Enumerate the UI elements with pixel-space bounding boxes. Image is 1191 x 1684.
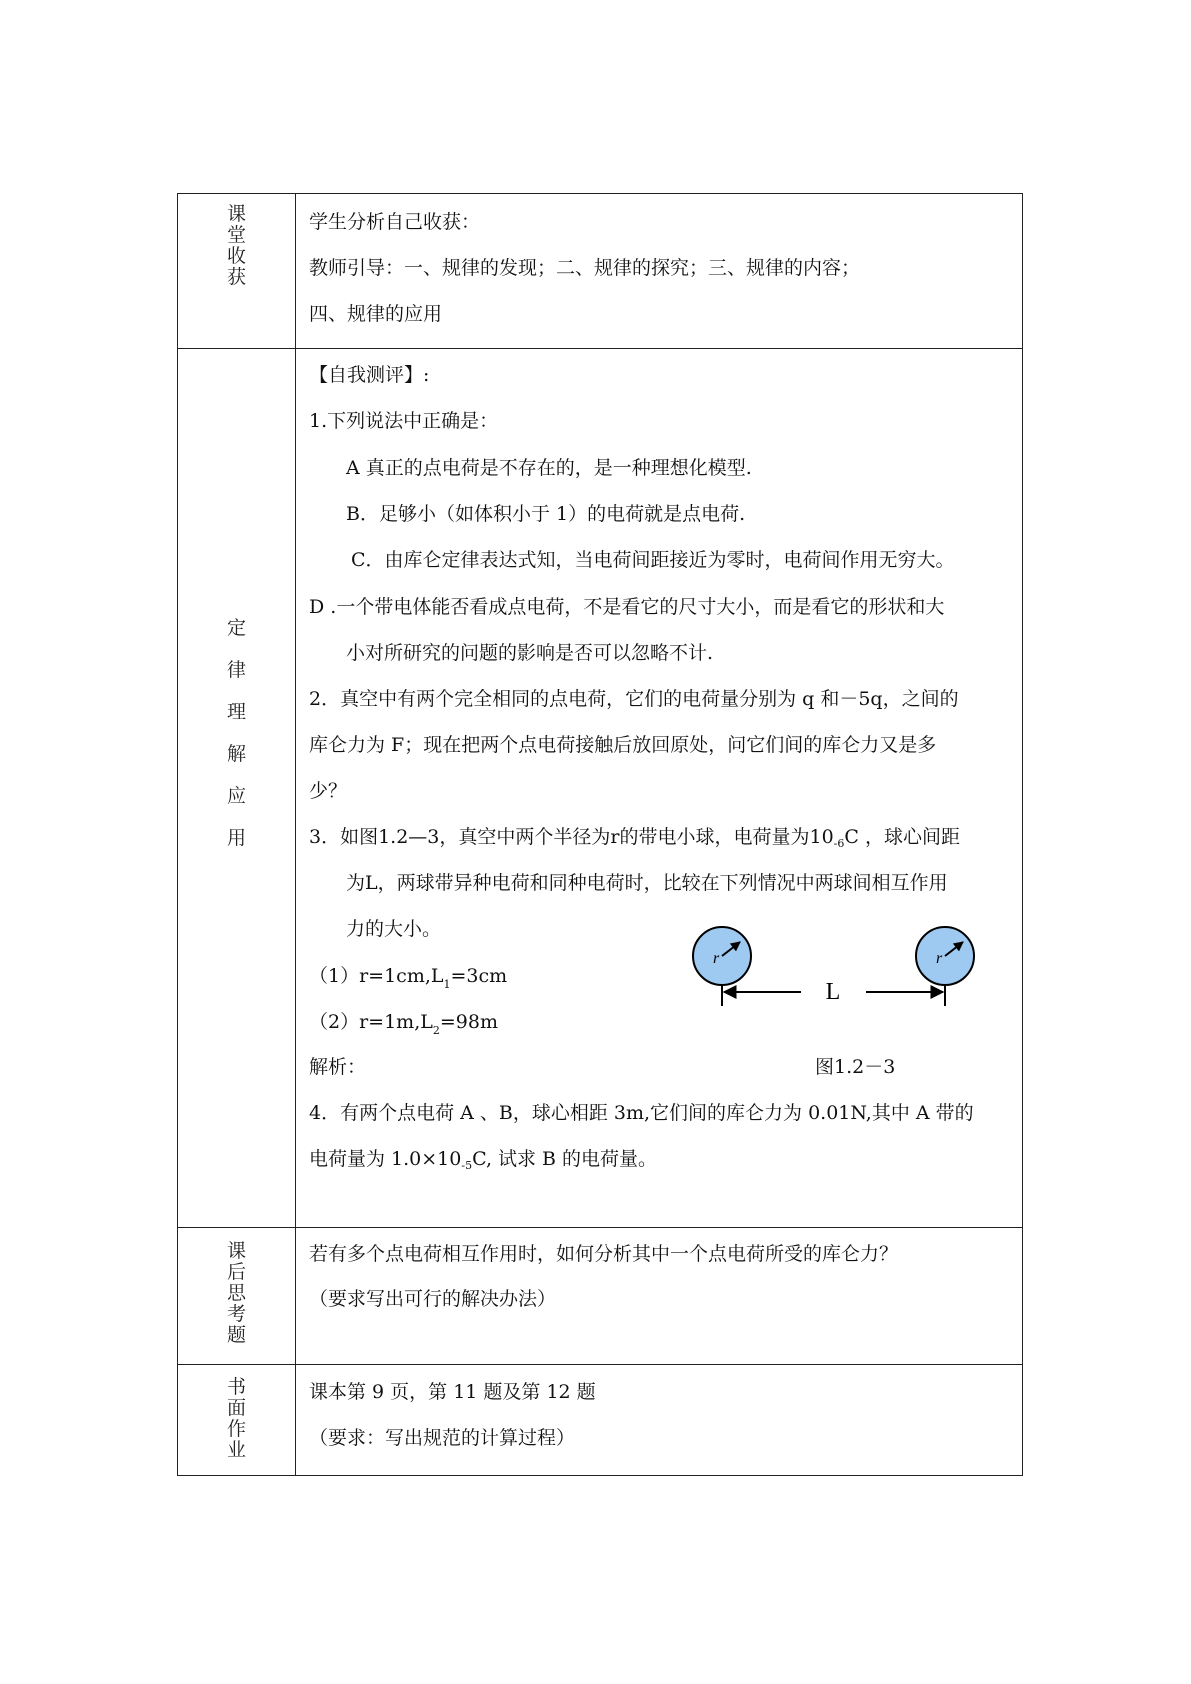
label-law <box>178 349 296 1227</box>
q3-case-text: =3cm <box>450 965 508 987</box>
think-line: 若有多个点电荷相互作用时，如何分析其中一个点电荷所受的库仑力？ <box>309 1243 899 1265</box>
q4-text: 电荷量为 1.0×10 <box>309 1148 462 1170</box>
row-law <box>178 349 1022 1228</box>
q3-line <box>309 822 960 850</box>
label-char: 应 <box>226 785 246 807</box>
label-char: 业 <box>226 1439 246 1461</box>
q3-case-text: =98m <box>439 1011 498 1033</box>
label-char: 用 <box>226 827 246 849</box>
row-homework <box>178 1365 1022 1475</box>
q2-line: 少？ <box>309 780 348 802</box>
q3-line: 为L，两球带异种电荷和同种电荷时，比较在下列情况中两球间相互作用 <box>346 872 948 894</box>
label-char: 收 <box>226 245 246 267</box>
q4-line <box>309 1144 657 1172</box>
homework-line: （要求：写出规范的计算过程） <box>309 1427 576 1449</box>
label-char: 解 <box>226 743 246 765</box>
q4-line: 4．有两个点电荷 A 、B，球心相距 3m,它们间的库仑力为 0.01N,其中 A 带的 <box>309 1102 974 1124</box>
q3-case-text: （1）r=1cm,L <box>309 965 444 987</box>
content-law <box>296 349 1022 1227</box>
q3-case-text: （2）r=1m,L <box>309 1011 433 1033</box>
q1-option-a: A 真正的点电荷是不存在的，是一种理想化模型. <box>346 457 752 479</box>
left-sphere <box>693 927 751 1006</box>
label-char: 课 <box>226 1240 246 1262</box>
right-sphere <box>916 927 974 1006</box>
label-harvest <box>178 194 296 348</box>
q3-text: C ，球心间距 <box>844 826 960 848</box>
analysis-label: 解析： <box>309 1056 367 1078</box>
label-char: 堂 <box>226 224 246 246</box>
figure-caption: 图1.2－3 <box>815 1056 896 1078</box>
q1-option-c: C．由库仑定律表达式知，当电荷间距接近为零时，电荷间作用无穷大。 <box>351 549 955 571</box>
harvest-line: 教师引导：一、规律的发现；二、规律的探究；三、规律的内容； <box>309 257 861 279</box>
q4-exponent: -5 <box>461 1159 473 1172</box>
label-char: 题 <box>226 1324 246 1346</box>
label-char: 获 <box>226 266 246 288</box>
label-char: 作 <box>226 1418 246 1440</box>
subscript: 1 <box>443 978 451 991</box>
harvest-line: 学生分析自己收获： <box>309 211 481 233</box>
content-harvest <box>296 194 1022 348</box>
row-think <box>178 1228 1022 1365</box>
homework-line: 课本第 9 页，第 11 题及第 12 题 <box>309 1381 596 1403</box>
q3-text: 3．如图1.2—3，真空中两个半径为r的带电小球，电荷量为10 <box>309 826 834 848</box>
label-char: 思 <box>226 1282 246 1304</box>
q3-case-1 <box>309 961 507 991</box>
subscript: 2 <box>432 1024 440 1037</box>
label-char: 定 <box>226 617 246 639</box>
self-test-heading: 【自我测评】: <box>309 364 430 386</box>
label-char: 后 <box>226 1261 246 1283</box>
label-char: 理 <box>226 701 246 723</box>
label-char: 书 <box>226 1376 246 1398</box>
harvest-line: 四、规律的应用 <box>309 303 443 325</box>
q1-option-b: B．足够小（如体积小于 1）的电荷就是点电荷. <box>346 503 746 525</box>
q1-option-d: D .一个带电体能否看成点电荷，不是看它的尺寸大小，而是看它的形状和大 <box>309 596 945 618</box>
label-char: 课 <box>226 203 246 225</box>
right-radius-label: r <box>936 950 943 967</box>
row-harvest <box>178 194 1022 349</box>
label-think <box>178 1228 296 1364</box>
q2-line: 库仑力为 F；现在把两个点电荷接触后放回原处，问它们间的库仑力又是多 <box>309 734 937 756</box>
q2-line: 2．真空中有两个完全相同的点电荷，它们的电荷量分别为 q 和－5q，之间的 <box>309 688 959 710</box>
q4-text: C, 试求 B 的电荷量。 <box>472 1148 658 1170</box>
q1-option-d-cont: 小对所研究的问题的影响是否可以忽略不计. <box>346 642 714 664</box>
label-homework <box>178 1365 296 1475</box>
lesson-table <box>177 193 1023 1476</box>
label-char: 考 <box>226 1303 246 1325</box>
distance-label: L <box>825 979 841 1005</box>
label-char: 律 <box>226 659 246 681</box>
content-homework <box>296 1365 1022 1475</box>
q1-stem: 1.下列说法中正确是： <box>309 410 499 432</box>
left-radius-label: r <box>713 950 720 967</box>
q3-exponent: -6 <box>833 837 845 850</box>
q3-line: 力的大小。 <box>346 918 442 940</box>
q3-case-2 <box>309 1007 498 1037</box>
content-think <box>296 1228 1022 1364</box>
label-char: 面 <box>226 1397 246 1419</box>
think-line: （要求写出可行的解决办法） <box>309 1288 557 1310</box>
